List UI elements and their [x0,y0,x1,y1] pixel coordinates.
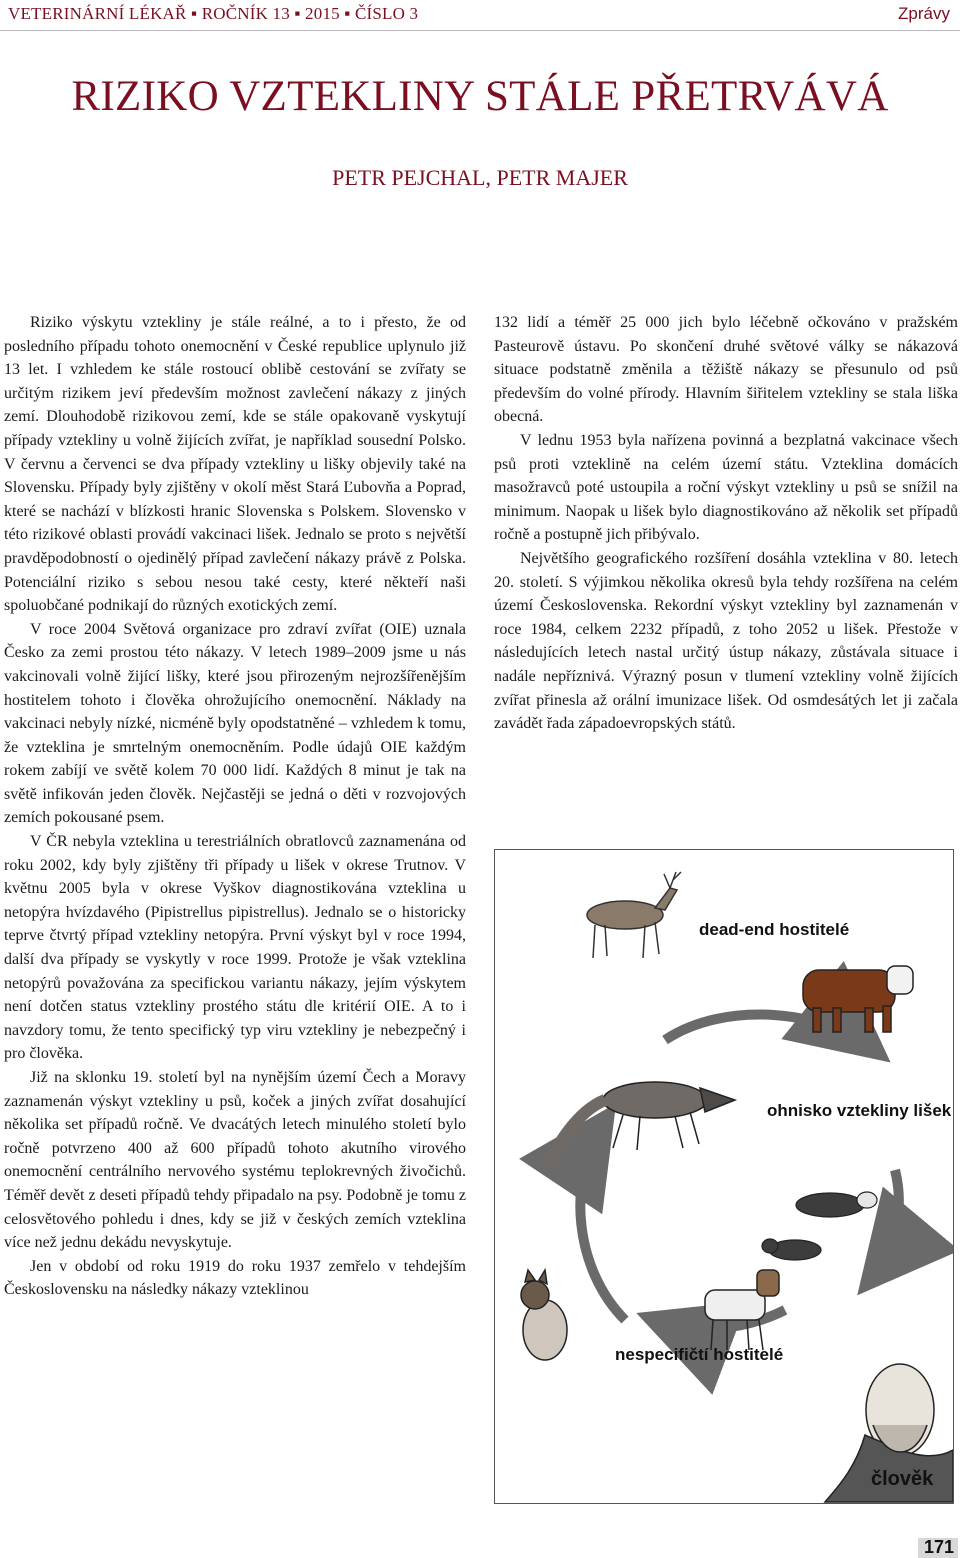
ferret-icon [762,1192,877,1260]
deer-icon [587,872,681,958]
paragraph: V lednu 1953 byla nařízena povinná a bezplatná vakcinace všech psů proti vzteklině na celém území státu. Vzteklina domácích masožravců poté ustoupila a roční výskyt vztekliny u psů se snížil na minimum. Naopak u lišek bylo diagnostikováno až několik set případů ročně a postupně jich přibývalo. [494,431,958,544]
paragraph: Jen v období od roku 1919 do roku 1937 zemřelo v tehdejším Československu na následky nákazy vzteklinou [4,1257,466,1299]
paragraph: Největšího geografického rozšíření dosáhla vzteklina v 80. letech 20. století. S výjimkou několika okresů byla tehdy rozšířena na celém území Československa. Rekordní výskyt vztekliny byl zaznamenán v roce 1984, celkem 2232 případů, z toho 2052 u lišek. Přestože v následujících letech nastal určitý ústup nákazy, zůstávala situace i nadále nepříznivá. Výrazný posun v tlumení vztekliny volně žijících zvířat přinesla až orální imunizace lišek. Od osmdesátých let ji začala zavádět řada západoevropských států. [494,549,958,733]
rabies-cycle-figure [494,849,954,1504]
fox-icon [545,1082,735,1170]
paragraph: 132 lidí a téměř 25 000 jich bylo léčebně očkováno v pražském Pasteurově ústavu. Po skončení druhé světové války se nákazová situace podstatně změnila a těžiště nákazy se přesunulo od psů především do volné přírody. Hlavním šiřitelem vztekliny se stala liška obecná. [494,314,958,426]
article-authors: PETR PEJCHAL, PETR MAJER [332,165,628,190]
page-number-box [918,1538,958,1558]
cycle-arrow-top [665,1015,875,1050]
label-human: člověk [871,1468,934,1490]
left-text-column [4,311,466,1302]
dog-icon [705,1270,779,1350]
paragraph: V ČR nebyla vzteklina u terestriálních obratlovců zaznamenána od roku 2002, kdy byly zjištěny tři případy u lišek v okrese Trutnov. V květnu 2005 byla v okrese Vyškov diagnostikována vzteklina u netopýra hvízdavého (Pipistrellus pipistrellus). Jednalo se o historicky teprve čtvrtý případ vztekliny netopýra. První výskyt byl v roce 1994, další dva případy se vyskytly v roce 1999. Protože je však vzteklina netopýrů považována za specifickou variantu nákazy, jejím výskytem není dotčen status vztekliny prostého státu dle kritérií OIE. A to i navzdory tomu, že tento specifický typ viru vztekliny je nebezpečný i pro člověka. [4,833,466,1063]
label-dead-end-hosts: dead-end hostitelé [699,920,850,939]
page-number: 171 [923,1537,954,1557]
cat-icon [521,1270,567,1360]
cycle-arrow-right [870,1170,899,1280]
label-fox-rabies-focus: ohnisko vztekliny lišek [767,1101,952,1120]
header-divider [0,30,960,31]
journal-info: VETERINÁRNÍ LÉKAŘ ▪ ROČNÍK 13 ▪ 2015 ▪ ČÍSLO 3 [8,4,419,23]
figure-illustration [495,850,953,1503]
cycle-arrow-left [580,1120,625,1320]
label-nonspecific-hosts: nespecifičtí hostitelé [615,1345,784,1364]
paragraph: V roce 2004 Světová organizace pro zdraví zvířat (OIE) uznala Česko za zemi prostou této nákazy. V letech 1989–2009 jsme u nás vakcinovali volně žijící lišky, které jsou přirozeným nejrozšířenějším hostitelem tohoto i člověka ohrožujícího onemocnění. Náklady na vakcinaci nebyly nízké, nicméně byly opodstatněné – vzhledem k tomu, že vzteklina je smrtelným onemocněním. Podle údajů OIE každým rokem zabíjí ve světě kolem 70 000 lidí. Každých 8 minut je tak na světě infikován jeden člověk. Nejčastěji se jedná o děti v rozvojových zemích pokousané psem. [4,620,466,827]
paragraph: Již na sklonku 19. století byl na nynějším území Čech a Moravy zaznamenán výskyt vztekliny u psů, koček a jiných zvířat dosahující několika set případů ročně. Ve dvacátých letech minulého století bylo ročně potvrzeno 400 až 600 případů tohoto akutního virového onemocnění centrálního nervového systému teplokrevných živočichů. Téměř devět z deseti případů tehdy připadalo na psy. Podobně je tomu z celosvětového pohledu i dnes, kdy se již v českých zemích vzteklina více než jednu dekádu nevyskytuje. [4,1069,466,1252]
article-title: RIZIKO VZTEKLINY STÁLE PŘETRVÁVÁ [71,73,889,120]
paragraph: Riziko výskytu vztekliny je stále reálné, a to i přesto, že od posledního případu tohoto onemocnění v České republice uplynulo již 13 let. I vzhledem ke stále rostoucí oblibě cestování se zvířaty se určitým rizikem jeví především možnost zavlečení nákazy z jiných zemí. Dlouhodobě rizikovou zemí, kde se stále opakovaně vyskytují případy vztekliny u volně žijících zvířat, je například sousední Polsko. V červnu a červenci se dva případy vztekliny u lišky objevily také na Slovensku. Případy byly zjištěny v okolí měst Stará Ľubovňa a Poprad, které se nachází v blízkosti hranic Slovenska s Polskem. Slovensko v této rizikové oblasti provádí vakcinaci lišek. Jednalo se proto s největší pravděpodobností o ojedinělý případ zavlečení nákazy právě z Polska. Potenciální riziko s sebou nesou také cesty, které někteří naši spoluobčané podnikají do různých exotických zemí. [4,314,466,615]
cow-icon [803,966,913,1032]
section-name: Zprávy [898,4,950,23]
right-text-column [494,311,958,736]
page-header [0,0,960,30]
